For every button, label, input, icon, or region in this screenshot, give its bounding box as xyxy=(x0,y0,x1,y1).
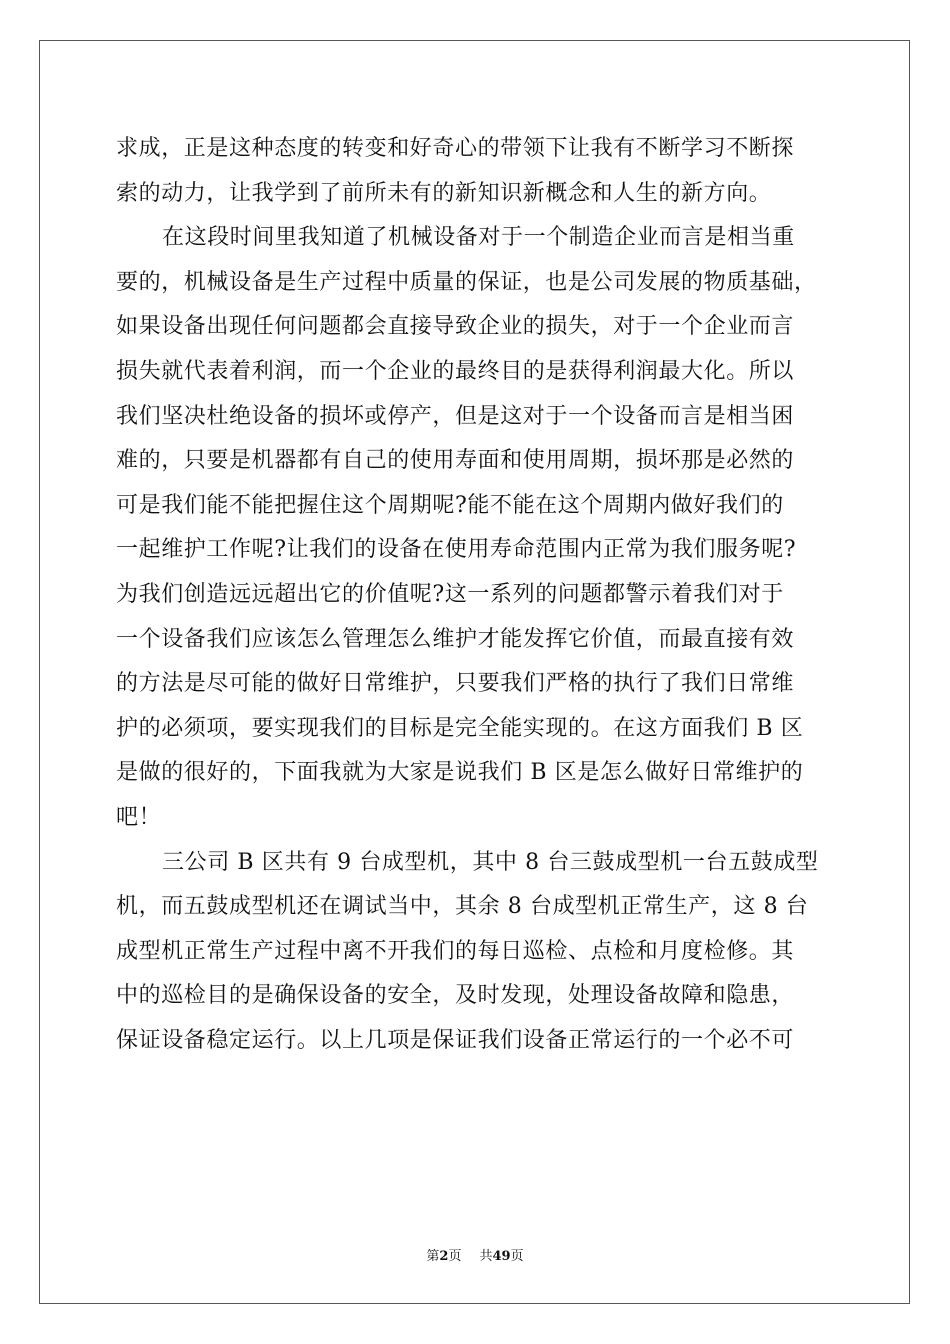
document-body xyxy=(116,127,836,1063)
text-line: 可是我们能不能把握住这个周期呢?能不能在这个周期内做好我们的 xyxy=(116,492,784,518)
text-line: 护的必须项，要实现我们的目标是完全能实现的。在这方面我们 B 区 xyxy=(116,715,804,741)
text-line: 保证设备稳定运行。以上几项是保证我们设备正常运行的一个必不可 xyxy=(116,1027,795,1053)
text-line: 难的，只要是机器都有自己的使用寿面和使用周期，损坏那是必然的 xyxy=(116,448,795,474)
total-prefix: 共 xyxy=(479,1249,493,1264)
text-line: 吧！ xyxy=(116,804,162,830)
text-line: 损失就代表着利润，而一个企业的最终目的是获得利润最大化。所以 xyxy=(116,358,795,384)
text-line: 中的巡检目的是确保设备的安全，及时发现，处理设备故障和隐患， xyxy=(116,983,795,1009)
text-line: 机，而五鼓成型机还在调试当中，其余 8 台成型机正常生产，这 8 台 xyxy=(116,894,809,920)
text-line: 要的，机械设备是生产过程中质量的保证，也是公司发展的物质基础， xyxy=(116,269,817,295)
text-line: 一个设备我们应该怎么管理怎么维护才能发挥它价值，而最直接有效 xyxy=(116,626,795,652)
text-line: 一起维护工作呢?让我们的设备在使用寿命范围内正常为我们服务呢? xyxy=(116,537,797,563)
text-line: 为我们创造远远超出它的价值呢?这一系列的问题都警示着我们对于 xyxy=(116,581,784,607)
text-line: 三公司 B 区共有 9 台成型机，其中 8 台三鼓成型机一台五鼓成型 xyxy=(162,849,819,875)
text-line: 是做的很好的，下面我就为大家是说我们 B 区是怎么做好日常维护的 xyxy=(116,760,804,786)
text-line: 成型机正常生产过程中离不开我们的每日巡检、点检和月度检修。其 xyxy=(116,938,795,964)
page-prefix: 第 xyxy=(426,1249,440,1264)
text-line: 如果设备出现任何问题都会直接导致企业的损失，对于一个企业而言 xyxy=(116,314,795,340)
page-suffix: 页 xyxy=(448,1249,462,1264)
text-line: 求成，正是这种态度的转变和好奇心的带领下让我有不断学习不断探 xyxy=(116,136,795,161)
text-line: 索的动力，让我学到了前所未有的新知识新概念和人生的新方向。 xyxy=(116,180,772,206)
text-line: 我们坚决杜绝设备的损坏或停产，但是这对于一个设备而言是相当困 xyxy=(116,403,795,429)
page-footer xyxy=(0,1248,950,1266)
total-pages: 49 xyxy=(492,1249,511,1264)
text-line: 的方法是尽可能的做好日常维护，只要我们严格的执行了我们日常维 xyxy=(116,671,795,697)
text-line: 在这段时间里我知道了机械设备对于一个制造企业而言是相当重 xyxy=(162,225,795,251)
total-suffix: 页 xyxy=(510,1249,524,1264)
page-number: 2 xyxy=(439,1249,449,1264)
